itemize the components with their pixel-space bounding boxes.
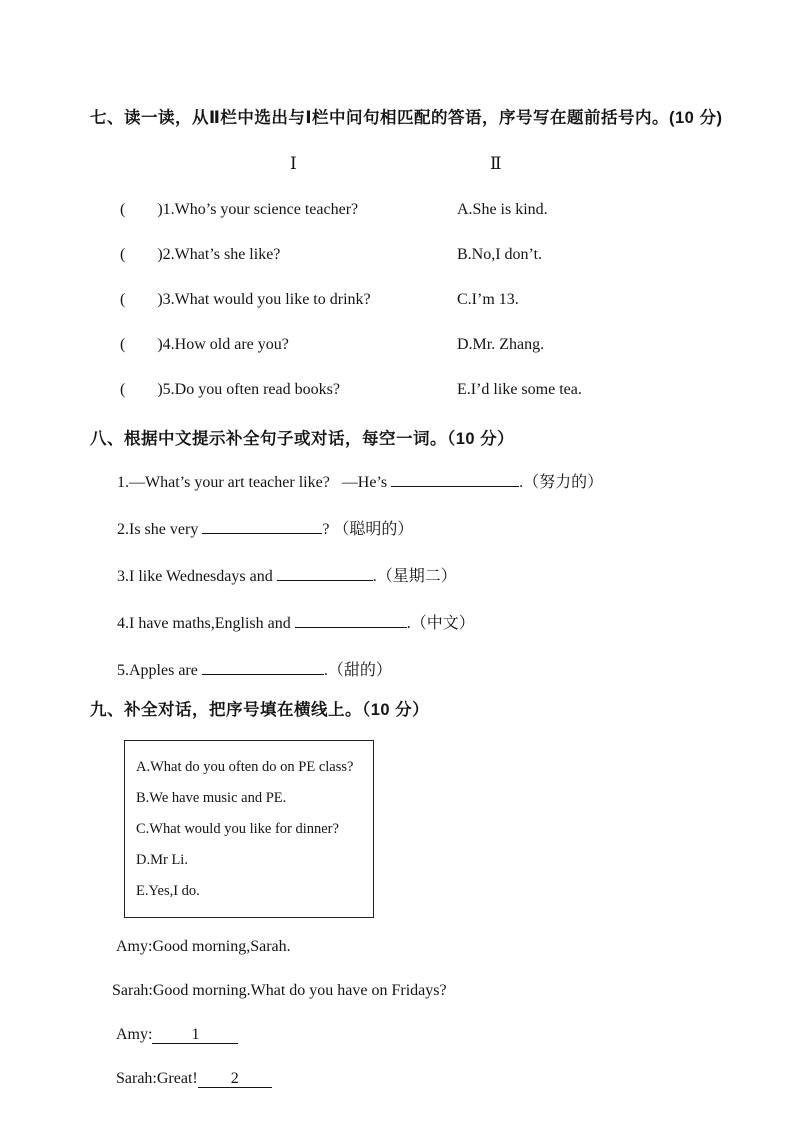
matching-column-headers <box>90 154 733 176</box>
fill-in-row <box>117 563 733 588</box>
answer-blank-line <box>277 563 373 581</box>
answer-blank-line <box>391 469 519 487</box>
column-1-label: Ⅰ <box>290 154 297 173</box>
sentence-after-blank: .（努力的） <box>519 474 604 491</box>
matching-question: ( )2.What’s she like? <box>120 246 281 263</box>
dialogue-text: Amy: <box>116 1026 153 1043</box>
sentence-before-blank: 4.I have maths,English and <box>117 615 295 632</box>
matching-row <box>120 379 733 401</box>
section8-heading: 八、根据中文提示补全句子或对话，每空一词。（10 分） <box>90 430 515 448</box>
dialogue-text: Sarah:Good morning.What do you have on Fridays? <box>112 982 447 999</box>
sentence-after-blank: .（甜的） <box>323 662 392 679</box>
matching-answer: D.Mr. Zhang. <box>457 336 545 353</box>
answer-bracket: ( <box>120 336 126 353</box>
answer-bracket: ( <box>120 201 126 218</box>
sentence-after-blank: .（中文） <box>406 615 475 632</box>
sentence-before-blank: 1.—What’s your art teacher like? —He’s <box>117 474 392 491</box>
matching-row <box>120 289 733 311</box>
matching-answer: A.She is kind. <box>457 201 548 218</box>
matching-row <box>120 244 733 266</box>
answer-bracket: ( <box>120 381 126 398</box>
sentence-before-blank: 3.I like Wednesdays and <box>117 568 277 585</box>
sentence-after-blank: ? （聪明的） <box>322 521 414 538</box>
matching-question: ( )1.Who’s your science teacher? <box>120 201 359 218</box>
matching-answer: E.I’d like some tea. <box>457 381 582 398</box>
option-item: D.Mr Li. <box>136 852 188 868</box>
matching-question: ( )5.Do you often read books? <box>120 381 340 398</box>
sentence-after-blank: .（星期二） <box>372 568 457 585</box>
section9-heading: 九、补全对话，把序号填在横线上。（10 分） <box>90 701 430 719</box>
answer-bracket: ( <box>120 291 126 308</box>
option-item: A.What do you often do on PE class? <box>136 759 354 775</box>
answer-blank-line <box>202 657 324 675</box>
numbered-answer-blank: 1 <box>152 1024 238 1044</box>
dialogue-line <box>116 1024 733 1046</box>
dialogue-text: Amy:Good morning,Sarah. <box>116 938 291 955</box>
sentence-before-blank: 2.Is she very <box>117 521 203 538</box>
section7-heading: 七、读一读，从Ⅱ栏中选出与Ⅰ栏中问句相匹配的答语，序号写在题前括号内。(10 分) <box>90 109 723 127</box>
fill-in-row <box>117 610 733 635</box>
answer-blank-line <box>202 516 322 534</box>
matching-answer: C.I’m 13. <box>457 291 519 308</box>
sentence-before-blank: 5.Apples are <box>117 662 202 679</box>
option-item: B.We have music and PE. <box>136 790 287 806</box>
column-2-label: Ⅱ <box>490 154 502 173</box>
dialogue-line <box>116 936 733 958</box>
matching-answer: B.No,I don’t. <box>457 246 543 263</box>
matching-question: ( )4.How old are you? <box>120 336 289 353</box>
dialogue-text: Sarah:Great! <box>116 1070 198 1087</box>
fill-in-row <box>117 657 733 682</box>
answer-bracket: ( <box>120 246 126 263</box>
matching-row <box>120 334 733 356</box>
fill-in-row <box>117 469 733 494</box>
dialogue-options-box <box>124 740 374 918</box>
numbered-answer-blank: 2 <box>198 1068 272 1088</box>
dialogue-line <box>116 1068 733 1090</box>
option-item: C.What would you like for dinner? <box>136 821 339 837</box>
matching-row <box>120 199 733 221</box>
dialogue-line <box>112 980 733 1002</box>
fill-in-row <box>117 516 733 541</box>
option-item: E.Yes,I do. <box>136 883 200 899</box>
answer-blank-line <box>295 610 407 628</box>
matching-question: ( )3.What would you like to drink? <box>120 291 371 308</box>
